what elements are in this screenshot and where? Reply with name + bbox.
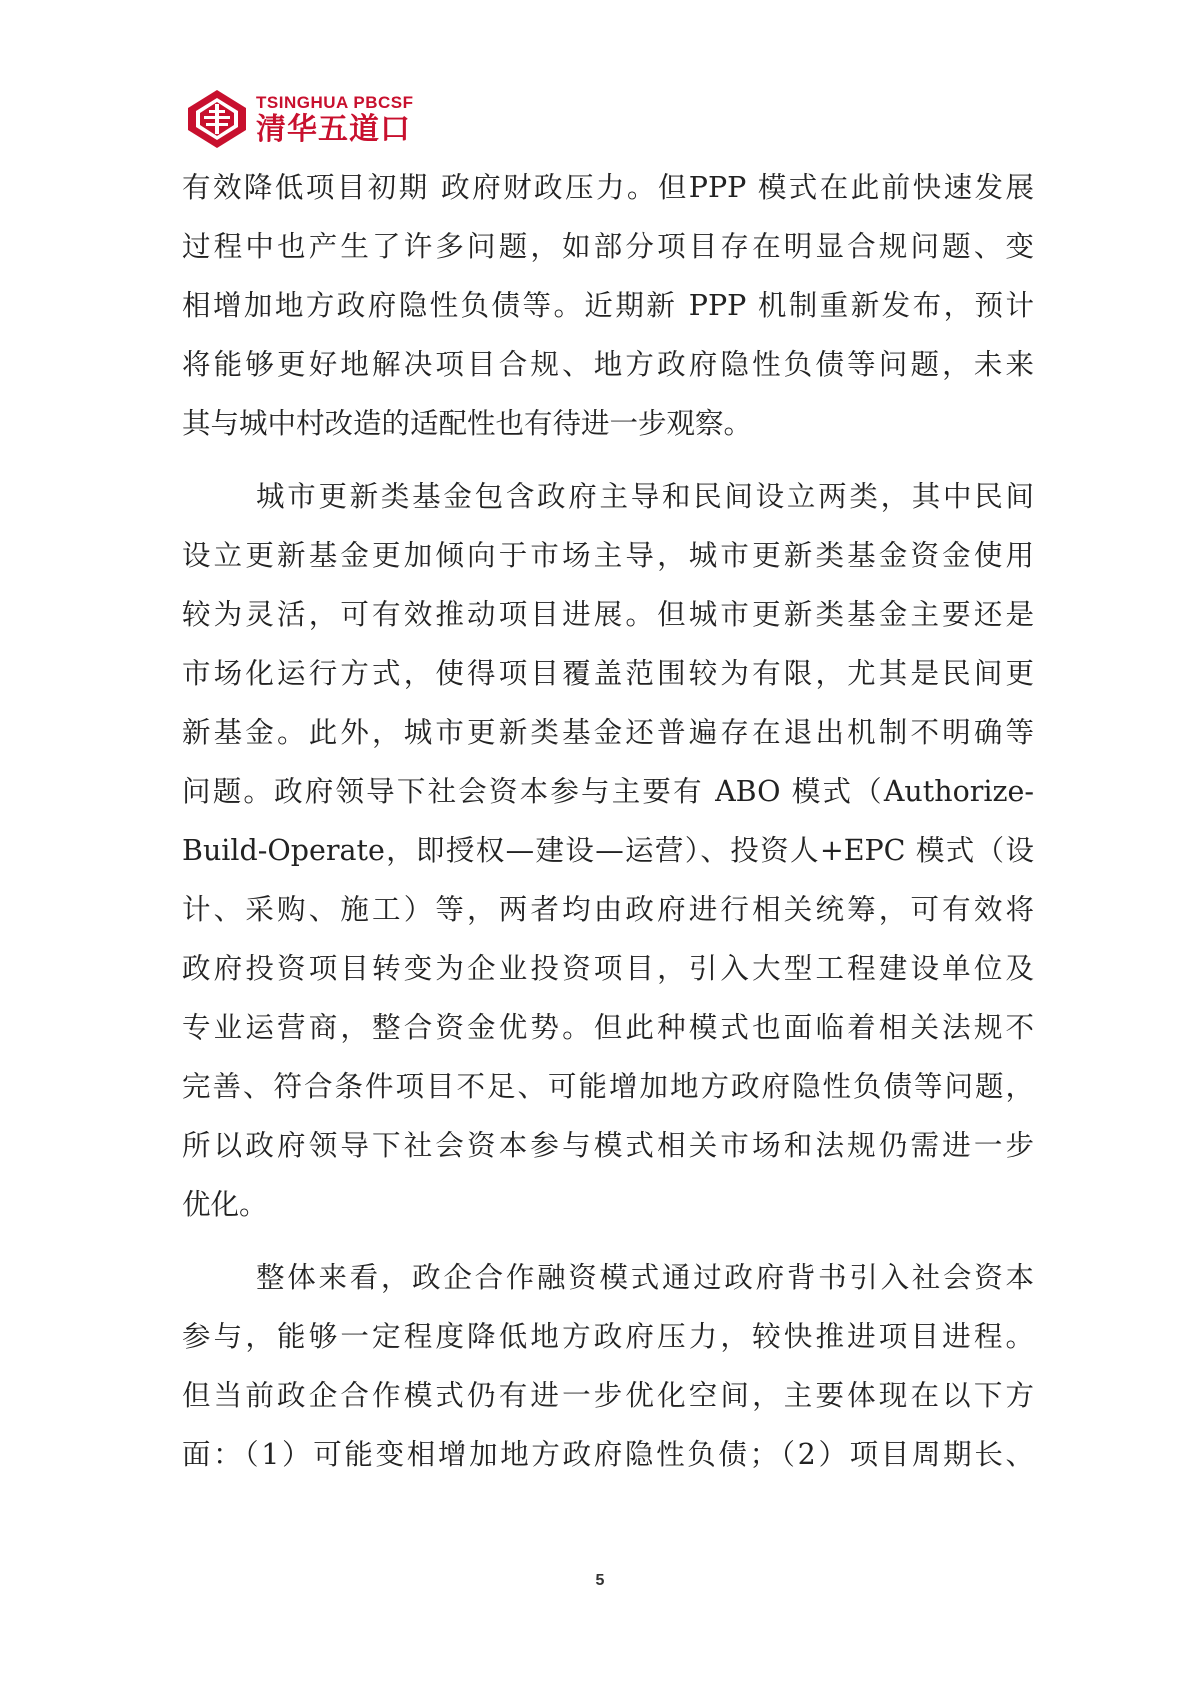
- tsinghua-pbcsf-logo-icon: [186, 88, 248, 150]
- paragraph-1: [182, 158, 1034, 453]
- text-line: 优化。: [182, 1188, 268, 1221]
- text-line: 有效降低项目初期 政府财政压力。但PPP 模式在此前快速发展: [182, 171, 1034, 204]
- text-line: 完善、符合条件项目不足、可能增加地方政府隐性负债等问题，: [182, 1070, 1034, 1103]
- text-line: 较为灵活，可有效推动项目进展。但城市更新类基金主要还是: [182, 598, 1034, 631]
- paragraph-3: [182, 1248, 1034, 1484]
- text-line: 政府投资项目转变为企业投资项目，引入大型工程建设单位及: [182, 952, 1034, 985]
- text-line: 新基金。此外，城市更新类基金还普遍存在退出机制不明确等: [182, 716, 1034, 749]
- document-body: [182, 158, 1034, 1484]
- logo-chinese-text: 清华五道口: [256, 111, 411, 147]
- text-line: 问题。政府领导下社会资本参与主要有 ABO 模式（Authorize-: [182, 775, 1034, 808]
- text-line: Build-Operate，即授权—建设—运营）、投资人+EPC 模式（设: [182, 834, 1034, 867]
- text-line: 所以政府领导下社会资本参与模式相关市场和法规仍需进一步: [182, 1129, 1034, 1162]
- text-line: 城市更新类基金包含政府主导和民间设立两类，其中民间: [256, 480, 1034, 513]
- text-line: 计、采购、施工）等，两者均由政府进行相关统筹，可有效将: [182, 893, 1034, 926]
- text-line: 面：（1）可能变相增加地方政府隐性负债；（2）项目周期长、: [182, 1438, 1034, 1471]
- logo-english-text: TSINGHUA PBCSF: [256, 92, 414, 112]
- text-line: 专业运营商，整合资金优势。但此种模式也面临着相关法规不: [182, 1011, 1034, 1044]
- text-line: 但当前政企合作模式仍有进一步优化空间，主要体现在以下方: [182, 1379, 1034, 1412]
- header-logo: [186, 86, 446, 152]
- text-line: 相增加地方政府隐性负债等。近期新 PPP 机制重新发布，预计: [182, 289, 1034, 322]
- text-line: 将能够更好地解决项目合规、地方政府隐性负债等问题，未来: [182, 348, 1034, 381]
- text-line: 其与城中村改造的适配性也有待进一步观察。: [182, 407, 753, 440]
- text-line: 市场化运行方式，使得项目覆盖范围较为有限，尤其是民间更: [182, 657, 1034, 690]
- text-line: 过程中也产生了许多问题，如部分项目存在明显合规问题、变: [182, 230, 1034, 263]
- text-line: 整体来看，政企合作融资模式通过政府背书引入社会资本: [256, 1261, 1034, 1294]
- page-number: 5: [595, 1572, 605, 1589]
- text-line: 设立更新基金更加倾向于市场主导，城市更新类基金资金使用: [182, 539, 1034, 572]
- paragraph-2: [182, 467, 1034, 1234]
- text-line: 参与，能够一定程度降低地方政府压力，较快推进项目进程。: [182, 1320, 1034, 1353]
